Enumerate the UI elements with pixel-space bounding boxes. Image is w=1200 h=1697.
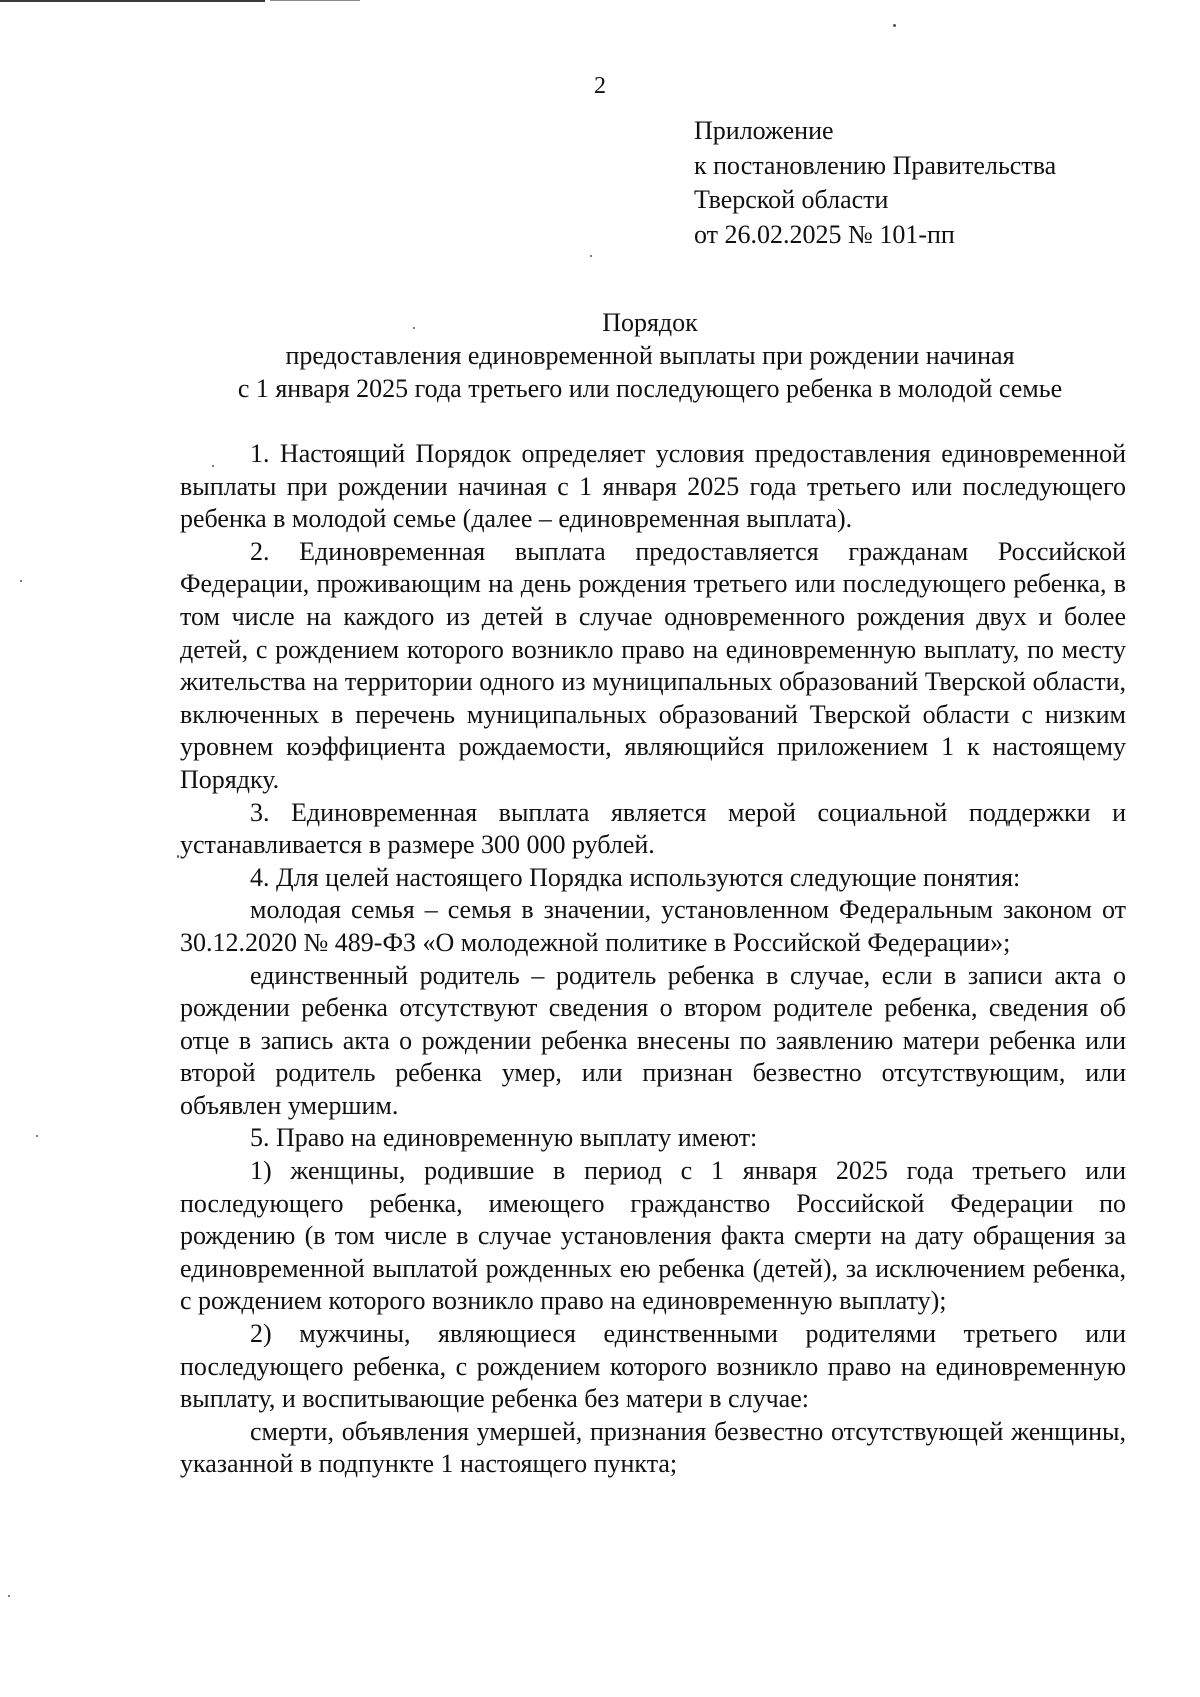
title-line: с 1 января 2025 года третьего или последующего ребенка в молодой семье xyxy=(237,374,1063,403)
paragraph: 5. Право на единовременную выплату имеют: xyxy=(250,1123,758,1153)
appendix-line: Тверской области xyxy=(694,185,889,214)
scan-speck xyxy=(590,255,592,257)
scan-speck xyxy=(212,465,214,467)
scan-speck xyxy=(413,327,415,329)
paragraph: 2. Единовременная выплата предоставляется гражданам Российской Федерации, проживающим на день рождения третьего или последующего ребенка, в том числе на каждого из детей в случае одновременного рождения двух и более детей, с рождением которого возникло право на единовременную выплату, по месту жительства на территории одного из муниципальных образований Тверской области, включенных в перечень муниципальных образований Тверской области с низким уровнем коэффициента рождаемости, являющийся приложением 1 к настоящему Порядку. xyxy=(180,536,1126,794)
paragraph: 3. Единовременная выплата является мерой социальной поддержки и устанавливается в размере 300 000 рублей. xyxy=(180,797,1126,860)
appendix-line: к постановлению Правительства xyxy=(694,150,1057,180)
document-body xyxy=(180,438,1126,1481)
scan-edge-line xyxy=(0,0,265,2)
paragraph: смерти, объявления умершей, признания безвестно отсутствующей женщины, указанной в подпункте 1 настоящего пункта; xyxy=(180,1416,1126,1479)
page-number: 2 xyxy=(594,73,606,99)
scan-edge-line-faint xyxy=(270,0,360,1)
document-title xyxy=(180,306,1120,405)
paragraph: 4. Для целей настоящего Порядка используются следующие понятия: xyxy=(250,862,1021,892)
scan-speck xyxy=(8,1595,10,1597)
scan-speck xyxy=(20,580,22,582)
paragraph: 2) мужчины, являющиеся единственными родителями третьего или последующего ребенка, с рождением которого возникло право на единовременную выплату, и воспитывающие ребенка без матери в случае: xyxy=(180,1319,1126,1414)
paragraph: 1. Настоящий Порядок определяет условия предоставления единовременной выплаты при рождении начиная с 1 января 2025 года третьего или последующего ребенка в молодой семье (далее – единовременная выплата). xyxy=(180,439,1126,534)
scan-speck xyxy=(36,1135,38,1137)
scan-speck xyxy=(177,855,179,858)
appendix-line: от 26.02.2025 № 101-пп xyxy=(694,219,955,249)
scan-speck xyxy=(893,24,896,27)
paragraph: 1) женщины, родившие в период с 1 января 2025 года третьего или последующего ребенка, имеющего гражданство Российской Федерации по рождению (в том числе в случае установления факта смерти на дату обращения за единовременной выплатой рожденных ею ребенка (детей), за исключением ребенка, с рождением которого возникло право на единовременную выплату); xyxy=(180,1156,1126,1316)
appendix-header xyxy=(694,114,1056,252)
paragraph: молодая семья – семья в значении, установленном Федеральным законом от 30.12.2020 № 489-ФЗ «О молодежной политике в Российской Федерации»; xyxy=(180,895,1126,957)
title-line: предоставления единовременной выплаты при рождении начиная xyxy=(285,341,1015,370)
title-line: Порядок xyxy=(602,308,698,337)
paragraph: единственный родитель – родитель ребенка в случае, если в записи акта о рождении ребенка отсутствуют сведения о втором родителе ребенка, сведения об отце в запись акта о рождении ребенка внесены по заявлению матери ребенка или второй родитель ребенка умер, или признан безвестно отсутствующим, или объявлен умершим. xyxy=(180,960,1126,1120)
appendix-line: Приложение xyxy=(694,116,834,145)
